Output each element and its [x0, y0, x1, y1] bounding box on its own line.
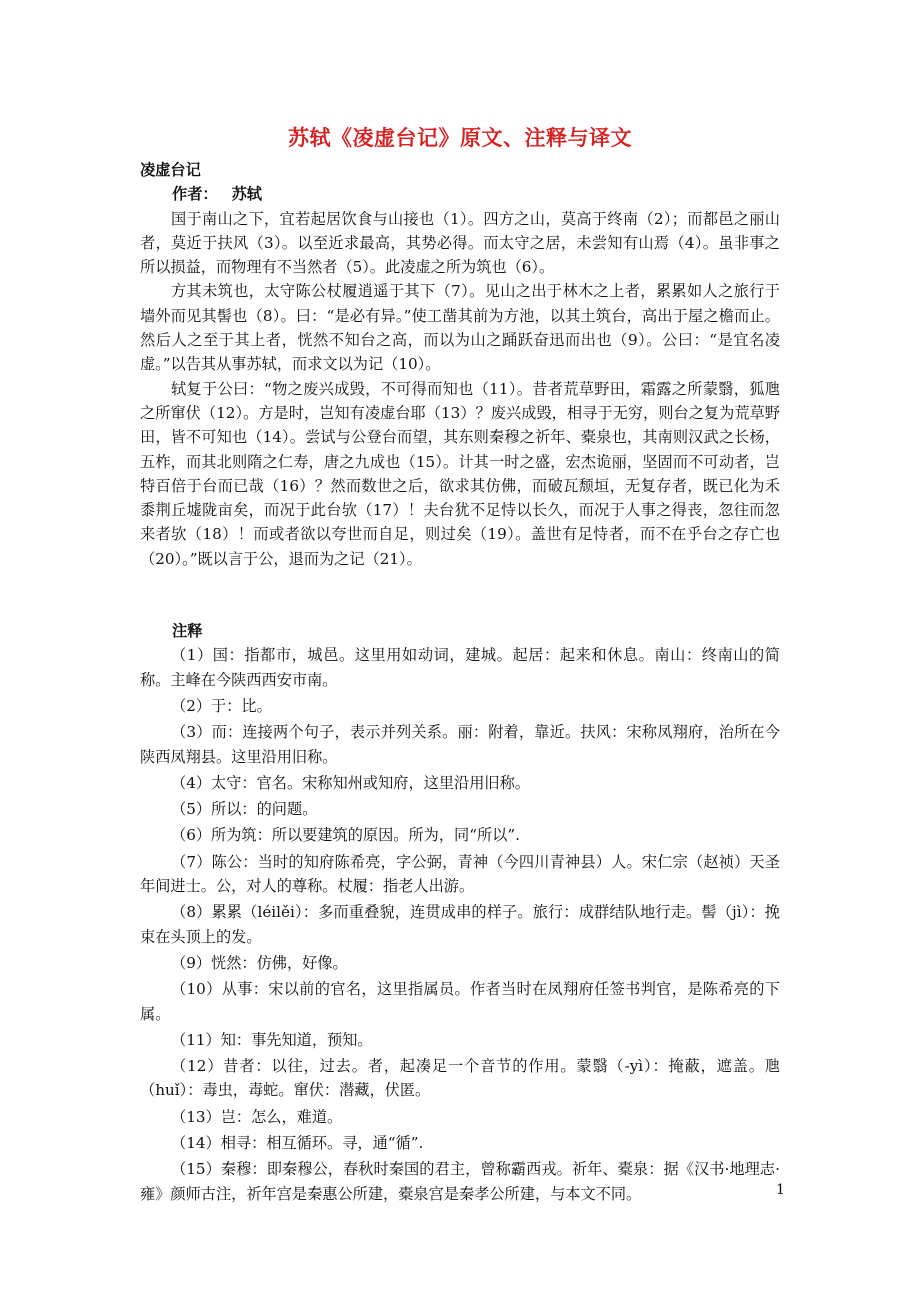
section-title: 凌虚台记	[140, 161, 201, 179]
section-spacer	[140, 571, 780, 619]
note-item: （5）所以：的问题。	[171, 800, 318, 819]
text-paragraph: 轼复于公曰：“物之废兴成毁，不可得而知也（11）。昔者荒草野田，霜露之所蒙翳，狐虺之所窜伏（12）。方是时，岂知有凌虚台耶（13）？废兴成毁，相寻于无穷，则台之复为荒草野田，皆不可知也（14）。尝试与公登台而望，其东则秦穆之祈年、橐泉也，其南则汉武之长杨，五柞，而其北则隋之仁寿，唐之九成也（15）。计其一时之盛，宏杰诡丽，坚固而不可动者，岂特百倍于台而已哉（16）？然而数世之后，欲求其仿佛，而破瓦颓垣，无复存者，既已化为禾黍荆丘墟陇亩矣，而况于此台欤（17）！夫台犹不足恃以长久，而况于人事之得丧，忽往而忽来者欤（18）！而或者欲以夸世而自足，则过矣（19）。盖世有足恃者，而不在乎台之存亡也（20）。”既以言于公，退而为之记（21）。	[140, 379, 780, 568]
note-item: （11）知：事先知道，预知。	[171, 1030, 373, 1049]
note-item: （2）于：比。	[171, 696, 272, 715]
note-item: （13）岂：怎么，难道。	[171, 1107, 343, 1126]
text-paragraph: 国于南山之下，宜若起居饮食与山接也（1）。四方之山，莫高于终南（2）；而都邑之丽山者，莫近于扶风（3）。以至近求最高，其势必得。而太守之居，未尝知有山焉（4）。虽非事之所以损益，而物理有不当然者（5）。此凌虚之所为筑也（6）。	[140, 209, 780, 277]
note-item: （7）陈公：当时的知府陈希亮，字公弼，青神（今四川青神县）人。宋仁宗（赵祯）天圣年间进士。公，对人的尊称。杖履：指老人出游。	[140, 852, 780, 896]
notes-heading: 注释	[172, 622, 203, 641]
author-name: 苏轼	[231, 185, 262, 204]
note-item: （3）而：连接两个句子，表示并列关系。丽：附着，靠近。扶风：宋称凤翔府，治所在今陕西凤翔县。这里沿用旧称。	[140, 723, 780, 766]
document-body	[140, 158, 780, 1208]
note-item: （10）从事：宋以前的官名，这里指属员。作者当时在凤翔府任签书判官，是陈希亮的下属。	[140, 980, 780, 1023]
text-paragraph: 方其未筑也，太守陈公杖履逍遥于其下（7）。见山之出于林木之上者，累累如人之旅行于墙外而见其髻也（8）。曰：“是必有异。”使工凿其前为方池，以其土筑台，高出于屋之檐而止。然后人之至于其上者，恍然不知台之高，而以为山之踊跃奋迅而出也（9）。公曰：“是宜名凌虚。”以告其从事苏轼，而求文以为记（10）。	[140, 282, 780, 374]
note-item: （9）恍然：仿佛，好像。	[171, 953, 348, 972]
note-item: （12）昔者：以往，过去。者，起凑足一个音节的作用。蒙翳（-yì）：掩蔽，遮盖。虺（huǐ）：毒虫，毒蛇。窜伏：潜藏，伏匿。	[140, 1057, 780, 1100]
note-item: （6）所为筑：所以要建筑的原因。所为，同“所以”.	[171, 826, 520, 845]
note-item: （15）秦穆：即秦穆公，春秋时秦国的君主，曾称霸西戎。祈年、橐泉：据《汉书·地理志·雍》颜师古注，祈年宫是秦惠公所建，橐泉宫是秦孝公所建，与本文不同。	[140, 1160, 780, 1203]
document-title: 苏轼《凌虚台记》原文、注释与译文	[288, 125, 632, 150]
author-label: 作者：	[172, 185, 218, 204]
page-number: 1	[776, 1182, 785, 1198]
author-line	[140, 182, 780, 206]
note-item: （4）太守：官名。宋称知州或知府，这里沿用旧称。	[171, 773, 530, 792]
note-item: （14）相寻：相互循环。寻，通“循”.	[171, 1133, 424, 1152]
note-item: （1）国：指都市，城邑。这里用如动词，建城。起居：起来和休息。南山：终南山的简称。主峰在今陕西西安市南。	[140, 646, 780, 689]
note-item: （8）累累（léilěi）：多而重叠貌，连贯成串的样子。旅行：成群结队地行走。髻（jì）：挽束在头顶上的发。	[140, 903, 780, 946]
